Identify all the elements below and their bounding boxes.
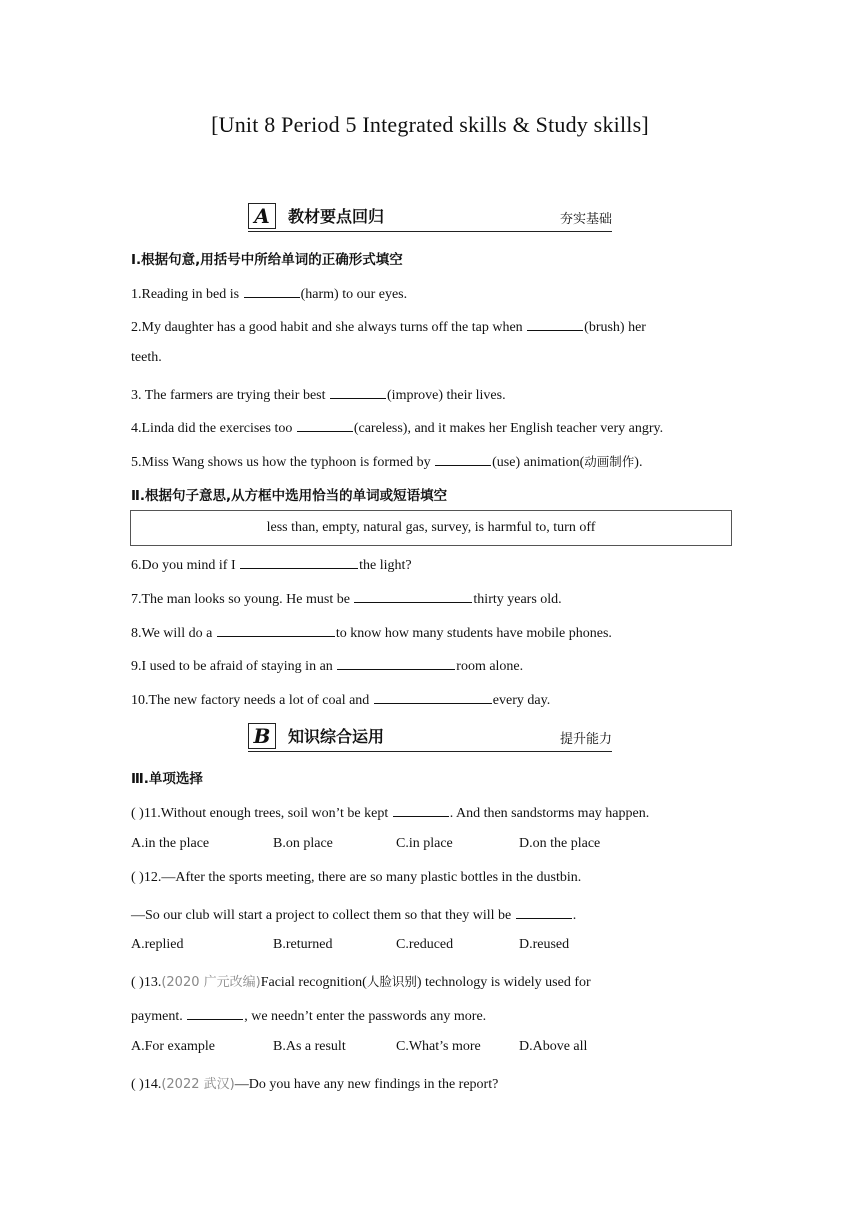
option-c[interactable]: C.in place: [396, 836, 453, 851]
question-text: , we needn’t enter the passwords any more.: [244, 1009, 487, 1024]
question-text: 8.We will do a: [131, 626, 213, 641]
question-text: payment.: [131, 1009, 183, 1024]
question-text: teeth.: [131, 350, 162, 365]
banner-name: 教材要点回归: [288, 207, 385, 226]
section-heading-3: Ⅲ.单项选择: [131, 771, 203, 787]
question-7: [131, 588, 562, 608]
question-4: [131, 417, 663, 437]
section-heading-1: Ⅰ.根据句意,用括号中所给单词的正确形式填空: [131, 252, 403, 268]
question-1: [131, 283, 407, 303]
answer-paren[interactable]: ( ): [131, 1077, 144, 1092]
question-text: (harm) to our eyes.: [300, 287, 408, 302]
question-text: —So our club will start a project to collect them so that they will be: [131, 908, 512, 923]
question-text: (brush) her: [584, 320, 646, 335]
question-text: ).: [634, 455, 643, 470]
banner-tag: 提升能力: [559, 732, 612, 747]
banner-name: 知识综合运用: [288, 727, 385, 746]
question-12: [131, 870, 581, 886]
answer-blank[interactable]: [527, 316, 583, 331]
banner-badge: B: [248, 723, 276, 749]
question-2-cont: [131, 350, 162, 366]
question-8: [131, 622, 612, 642]
option-c[interactable]: C.What’s more: [396, 1039, 481, 1054]
question-text: 11.Without enough trees, soil won’t be kept: [143, 806, 389, 821]
banner-tag: 夯实基础: [559, 212, 612, 227]
question-text: the light?: [359, 558, 412, 573]
page-title: [Unit 8 Period 5 Integrated skills & Study skills]: [211, 112, 649, 137]
option-b[interactable]: B.As a result: [273, 1039, 346, 1054]
answer-blank: [516, 904, 572, 919]
question-3: [131, 384, 506, 404]
question-9: [131, 655, 523, 675]
option-a[interactable]: A.For example: [131, 1039, 215, 1054]
section-banner-a: [248, 201, 612, 232]
option-b[interactable]: B.returned: [273, 937, 333, 952]
question-text: 6.Do you mind if I: [131, 558, 236, 573]
banner-badge: A: [248, 203, 276, 229]
chinese-gloss: 动画制作: [584, 454, 635, 469]
question-text: (improve) their lives.: [387, 388, 506, 403]
question-6: [131, 554, 412, 574]
question-text: 1.Reading in bed is: [131, 287, 240, 302]
question-number: 13.: [143, 975, 162, 990]
answer-blank: [187, 1005, 243, 1020]
question-text: 9.I used to be afraid of staying in an: [131, 659, 333, 674]
question-number: 14.: [143, 1077, 162, 1092]
question-text: .: [572, 908, 577, 923]
source-note: (2020 广元改编): [161, 975, 261, 990]
question-2: [131, 316, 646, 336]
question-text: 2.My daughter has a good habit and she always turns off the tap when: [131, 320, 523, 335]
question-11: [131, 802, 649, 822]
question-text: 5.Miss Wang shows us how the typhoon is formed by: [131, 455, 431, 470]
answer-blank[interactable]: [374, 689, 492, 704]
question-text: Facial recognition(: [260, 975, 367, 990]
answer-blank[interactable]: [240, 554, 358, 569]
answer-paren[interactable]: ( ): [131, 870, 144, 885]
question-text: (use) animation(: [492, 455, 585, 470]
question-text: . And then sandstorms may happen.: [449, 806, 650, 821]
source-note: (2022 武汉): [161, 1077, 235, 1092]
question-text: 10.The new factory needs a lot of coal and: [131, 693, 370, 708]
question-12-cont: [131, 904, 576, 924]
question-text: to know how many students have mobile phones.: [335, 626, 612, 641]
question-text: 7.The man looks so young. He must be: [131, 592, 350, 607]
answer-paren[interactable]: ( ): [131, 975, 144, 990]
answer-blank[interactable]: [354, 588, 472, 603]
question-text: (careless), and it makes her English teacher very angry.: [353, 421, 664, 436]
section-heading-2: Ⅱ.根据句子意思,从方框中选用恰当的单词或短语填空: [131, 488, 448, 504]
question-text: every day.: [492, 693, 551, 708]
question-text: room alone.: [456, 659, 524, 674]
question-text: —Do you have any new findings in the report?: [234, 1077, 499, 1092]
option-b[interactable]: B.on place: [273, 836, 333, 851]
question-text: 4.Linda did the exercises too: [131, 421, 293, 436]
question-text: ) technology is widely used for: [416, 975, 591, 990]
answer-blank[interactable]: [330, 384, 386, 399]
question-text: thirty years old.: [473, 592, 562, 607]
option-a[interactable]: A.in the place: [131, 836, 210, 851]
section-banner-b: [248, 721, 612, 752]
option-d[interactable]: D.on the place: [519, 836, 601, 851]
question-13-cont: [131, 1005, 486, 1025]
question-13: [131, 971, 591, 991]
option-c[interactable]: C.reduced: [396, 937, 454, 952]
option-d[interactable]: D.reused: [519, 937, 570, 952]
answer-blank[interactable]: [435, 451, 491, 466]
option-d[interactable]: D.Above all: [519, 1039, 588, 1054]
option-a[interactable]: A.replied: [131, 937, 184, 952]
answer-blank[interactable]: [297, 417, 353, 432]
word-bank-box: less than, empty, natural gas, survey, is harmful to, turn off: [130, 510, 732, 546]
question-text: 12.—After the sports meeting, there are so many plastic bottles in the dustbin.: [143, 870, 582, 885]
question-14: [131, 1073, 498, 1093]
question-10: [131, 689, 550, 709]
question-5: [131, 451, 642, 471]
question-text: 3. The farmers are trying their best: [131, 388, 326, 403]
answer-blank[interactable]: [337, 655, 455, 670]
answer-blank: [393, 802, 449, 817]
chinese-gloss: 人脸识别: [366, 974, 417, 989]
answer-blank[interactable]: [244, 283, 300, 298]
answer-paren[interactable]: ( ): [131, 806, 144, 821]
answer-blank[interactable]: [217, 622, 335, 637]
